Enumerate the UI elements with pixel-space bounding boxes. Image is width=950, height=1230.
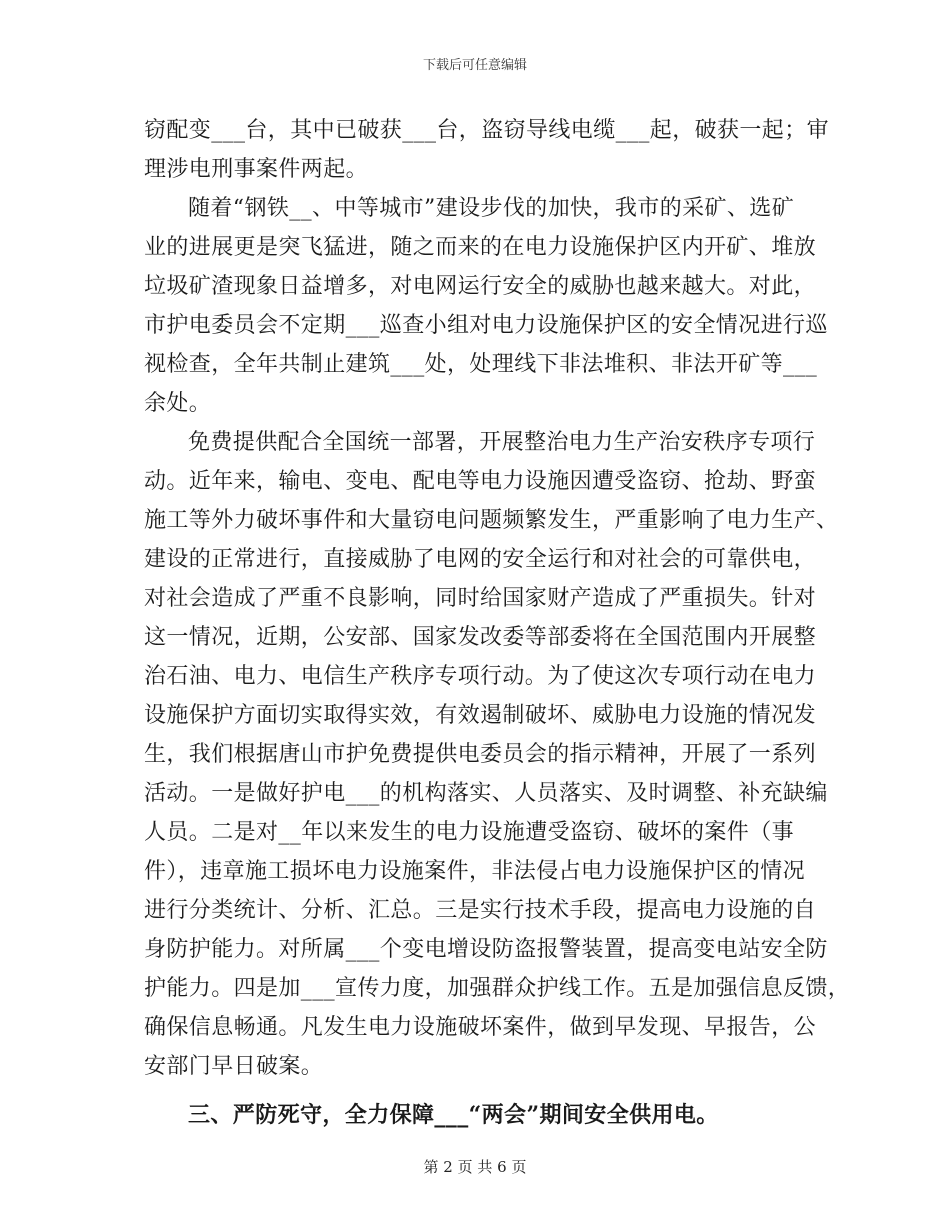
body-line: 护能力。四是加___宣传力度，加强群众护线工作。五是加强信息反馈， [144, 976, 851, 1001]
body-line: 人员。二是对__年以来发生的电力设施遭受盗窃、破坏的案件（事 [144, 820, 795, 845]
paragraph-start-line: 免费提供配合全国统一部署，开展整治电力生产治安秩序专项行 [188, 430, 816, 455]
body-line: 业的进展更是突飞猛进，随之而来的在电力设施保护区内开矿、堆放 [144, 235, 817, 260]
body-line: 余处。 [144, 391, 212, 416]
body-line: 施工等外力破坏事件和大量窃电问题频繁发生，严重影响了电力生产、 [144, 508, 839, 533]
body-line: 建设的正常进行，直接威胁了电网的安全运行和对社会的可靠供电， [144, 547, 817, 572]
section-heading: 三、严防死守，全力保障___“两会”期间安全供用电。 [188, 1102, 719, 1128]
body-line: 安部门早日破案。 [144, 1054, 324, 1079]
body-line: 视检查，全年共制止建筑___处，处理线下非法堆积、非法开矿等___ [144, 352, 818, 377]
page-number-footer: 第 2 页 共 6 页 [423, 1158, 527, 1176]
body-line: 确保信息畅通。凡发生电力设施破坏案件，做到早发现、早报告，公 [144, 1015, 817, 1040]
body-line: 市护电委员会不定期___巡查小组对电力设施保护区的安全情况进行巡 [144, 313, 828, 338]
body-line: 对社会造成了严重不良影响，同时给国家财产造成了严重损失。针对 [144, 586, 817, 611]
body-line: 生，我们根据唐山市护免费提供电委员会的指示精神，开展了一系列 [144, 742, 817, 767]
body-line: 理涉电刑事案件两起。 [144, 157, 369, 182]
body-line: 活动。一是做好护电___的机构落实、人员落实、及时调整、补充缺编 [144, 781, 828, 806]
body-line: 动。近年来，输电、变电、配电等电力设施因遭受盗窃、抢劫、野蛮 [144, 469, 817, 494]
body-line: 件），违章施工损坏电力设施案件，非法侵占电力设施保护区的情况 [144, 859, 806, 884]
body-line: 垃圾矿渣现象日益增多，对电网运行安全的威胁也越来越大。对此， [144, 274, 817, 299]
body-line: 窃配变___台，其中已破获___台，盗窃导线电缆___起，破获一起；审 [144, 118, 830, 143]
paragraph-start-line: 随着“钢铁__、中等城市”建设步伐的加快，我市的采矿、选矿 [188, 196, 795, 221]
body-line: 身防护能力。对所属___个变电增设防盗报警装置，提高变电站安全防 [144, 937, 828, 962]
document-body [144, 111, 851, 1135]
body-line: 这一情况，近期，公安部、国家发改委等部委将在全国范围内开展整 [144, 625, 817, 650]
page-header: 下载后可任意编辑 [422, 58, 527, 73]
body-line: 设施保护方面切实取得实效，有效遏制破坏、威胁电力设施的情况发 [144, 703, 817, 728]
body-line: 治石油、电力、电信生产秩序专项行动。为了使这次专项行动在电力 [144, 664, 817, 689]
body-line: 进行分类统计、分析、汇总。三是实行技术手段，提高电力设施的自 [144, 898, 817, 923]
